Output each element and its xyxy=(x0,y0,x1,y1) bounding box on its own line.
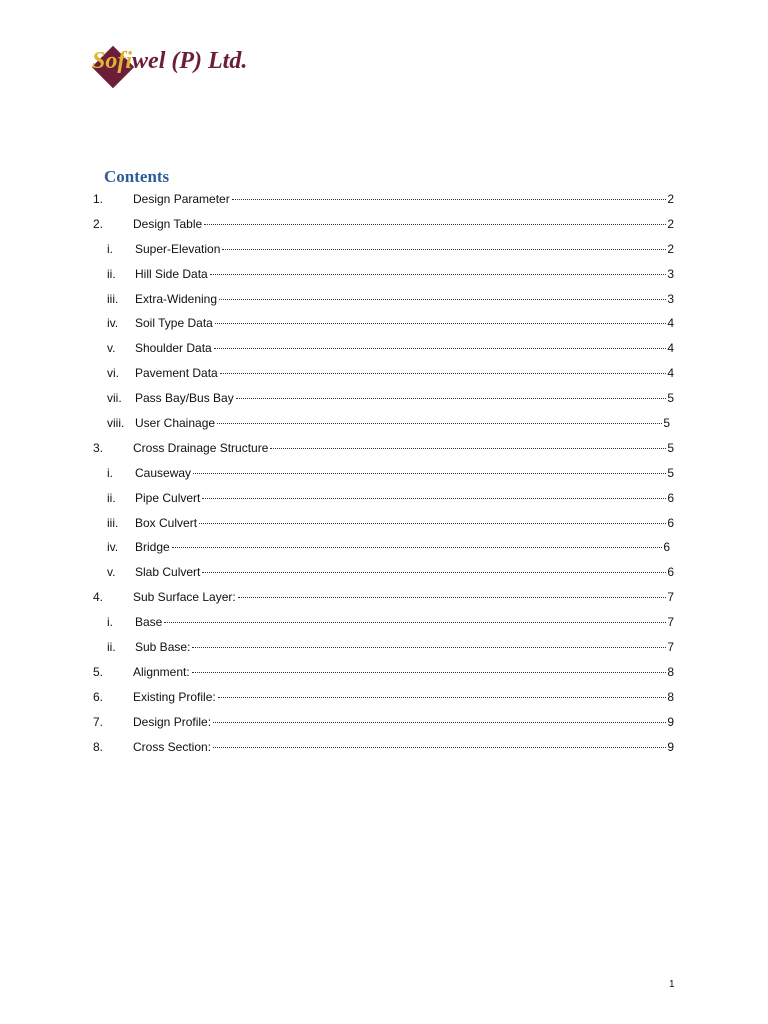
toc-entry-link[interactable] xyxy=(135,540,670,554)
toc-dot-leader xyxy=(192,647,666,648)
toc-entry-label: Design Table xyxy=(133,216,203,231)
toc-entry-label: Cross Section: xyxy=(133,739,212,754)
toc-entry-number: v. xyxy=(107,341,116,356)
toc-entry-label: Design Profile: xyxy=(133,714,212,729)
toc-entry-link[interactable] xyxy=(135,366,674,380)
toc-dot-leader xyxy=(219,299,666,300)
logo-text: Sofiwel (P) Ltd. xyxy=(92,48,248,74)
toc-entry-page: 2 xyxy=(667,192,674,206)
toc-entry-link[interactable] xyxy=(135,466,674,480)
toc-entry-page: 6 xyxy=(667,515,674,530)
toc-entry-label: Soil Type Data xyxy=(135,316,213,331)
toc-entry-link[interactable] xyxy=(135,640,674,654)
toc-entry-link[interactable] xyxy=(133,441,674,455)
toc-entry[interactable] xyxy=(0,411,768,436)
toc-entry[interactable] xyxy=(0,361,768,386)
toc-entry[interactable] xyxy=(0,386,768,411)
toc-entry-label: Extra-Widening xyxy=(135,291,218,306)
toc-dot-leader xyxy=(202,572,666,573)
toc-entry-label: Pipe Culvert xyxy=(135,490,201,505)
toc-entry-number: iv. xyxy=(107,316,119,331)
toc-entry-label: Box Culvert xyxy=(135,515,198,530)
toc-entry-link[interactable] xyxy=(133,590,674,604)
toc-entry[interactable] xyxy=(0,311,768,336)
toc-entry-number: 5. xyxy=(93,664,104,679)
toc-entry-label: Sub Surface Layer: xyxy=(133,590,236,605)
toc-dot-leader xyxy=(214,348,667,349)
toc-entry-link[interactable] xyxy=(135,316,674,330)
toc-entry-page: 8 xyxy=(667,689,674,704)
toc-dot-leader xyxy=(193,473,666,474)
toc-entry[interactable] xyxy=(0,560,768,585)
toc-entry-number: 4. xyxy=(93,590,104,605)
toc-entry[interactable] xyxy=(0,511,768,536)
toc-entry-number: 6. xyxy=(93,689,104,704)
toc-entry-label: Pass Bay/Bus Bay xyxy=(135,391,234,406)
toc-entry[interactable] xyxy=(0,585,768,610)
toc-entry-page: 2 xyxy=(667,216,674,231)
toc-entry-link[interactable] xyxy=(135,416,670,430)
contents-heading: Contents xyxy=(104,167,170,186)
toc-dot-leader xyxy=(213,722,666,723)
toc-entry-page: 9 xyxy=(667,739,674,754)
toc-entry-label: Design Parameter xyxy=(133,192,230,206)
toc-entry-link[interactable] xyxy=(133,740,674,754)
toc-entry[interactable] xyxy=(0,685,768,710)
toc-entry-page: 7 xyxy=(667,640,674,655)
toc-entry-link[interactable] xyxy=(135,516,674,530)
toc-entry[interactable] xyxy=(0,735,768,760)
toc-entry-link[interactable] xyxy=(135,292,674,306)
toc-entry-number: vii. xyxy=(107,391,122,406)
toc-entry-page: 2 xyxy=(667,241,674,256)
toc-entry-link[interactable] xyxy=(135,615,674,629)
toc-entry-link[interactable] xyxy=(135,565,674,579)
toc-entry-number: v. xyxy=(107,565,116,580)
toc-entry-label: Shoulder Data xyxy=(135,341,212,356)
toc-entry-label: User Chainage xyxy=(135,416,216,431)
toc-dot-leader xyxy=(222,249,666,250)
toc-entry-page: 4 xyxy=(667,316,674,331)
toc-entry[interactable] xyxy=(0,610,768,635)
toc-entry-label: Super-Elevation xyxy=(135,241,221,256)
toc-entry-link[interactable] xyxy=(133,690,674,704)
toc-entry[interactable] xyxy=(0,635,768,660)
toc-entry-label: Cross Drainage Structure xyxy=(133,440,269,455)
toc-entry[interactable] xyxy=(0,461,768,486)
toc-entry-number: ii. xyxy=(107,490,116,505)
toc-entry-page: 9 xyxy=(667,714,674,729)
toc-dot-leader xyxy=(217,423,662,424)
toc-entry-number: i. xyxy=(107,465,113,480)
toc-dot-leader xyxy=(215,323,666,324)
toc-dot-leader xyxy=(232,199,667,200)
toc-entry-page: 4 xyxy=(667,366,674,381)
page-number: 1 xyxy=(669,979,675,990)
toc-entry-page: 6 xyxy=(667,565,674,580)
toc-entry-link[interactable] xyxy=(133,665,674,679)
toc-entry-number: ii. xyxy=(107,266,116,281)
toc-entry-number: 8. xyxy=(93,739,104,754)
toc-entry-page: 5 xyxy=(667,440,674,455)
toc-entry-number: i. xyxy=(107,615,113,630)
toc-entry-number: 7. xyxy=(93,714,104,729)
toc-entry[interactable] xyxy=(0,436,768,461)
toc-entry[interactable] xyxy=(0,660,768,685)
toc-dot-leader xyxy=(236,398,667,399)
toc-entry-number: 3. xyxy=(93,440,104,455)
toc-entry-label: Pavement Data xyxy=(135,366,218,381)
toc-entry-number: iii. xyxy=(107,291,119,306)
toc-entry-label: Existing Profile: xyxy=(133,689,216,704)
toc-entry-number: i. xyxy=(107,241,113,256)
toc-entry-link[interactable] xyxy=(135,491,674,505)
toc-entry-label: Hill Side Data xyxy=(135,266,208,281)
toc-dot-leader xyxy=(172,547,663,548)
toc-dot-leader xyxy=(270,448,666,449)
toc-entry-link[interactable] xyxy=(133,715,674,729)
toc-entry-link[interactable] xyxy=(135,242,674,256)
toc-entry[interactable] xyxy=(0,710,768,735)
toc-dot-leader xyxy=(204,224,666,225)
toc-entry[interactable] xyxy=(0,336,768,361)
toc-entry-page: 3 xyxy=(667,291,674,306)
toc-entry-number: iii. xyxy=(107,515,119,530)
company-logo xyxy=(92,44,272,92)
table-of-contents xyxy=(0,187,768,759)
toc-entry-link[interactable] xyxy=(133,192,674,206)
toc-entry-label: Slab Culvert xyxy=(135,565,201,580)
toc-entry-label: Bridge xyxy=(135,540,170,555)
toc-entry[interactable] xyxy=(0,237,768,262)
toc-entry-link[interactable] xyxy=(135,267,674,281)
toc-entry-page: 6 xyxy=(663,540,670,555)
toc-entry-page: 3 xyxy=(667,266,674,281)
toc-entry-number: vi. xyxy=(107,366,119,381)
toc-entry[interactable] xyxy=(0,212,768,237)
toc-entry[interactable] xyxy=(0,187,768,212)
toc-dot-leader xyxy=(199,523,666,524)
toc-dot-leader xyxy=(220,373,667,374)
toc-dot-leader xyxy=(238,597,667,598)
toc-dot-leader xyxy=(210,274,667,275)
toc-entry-number: 1. xyxy=(93,192,104,206)
toc-entry-label: Sub Base: xyxy=(135,640,191,655)
toc-entry-page: 7 xyxy=(667,615,674,630)
toc-entry-page: 8 xyxy=(667,664,674,679)
toc-entry-link[interactable] xyxy=(135,341,674,355)
toc-entry-label: Base xyxy=(135,615,163,630)
toc-entry[interactable] xyxy=(0,287,768,312)
toc-entry-link[interactable] xyxy=(133,217,674,231)
toc-dot-leader xyxy=(192,672,667,673)
toc-entry[interactable] xyxy=(0,535,768,560)
toc-entry-number: 2. xyxy=(93,216,104,231)
toc-dot-leader xyxy=(202,498,666,499)
toc-entry-page: 6 xyxy=(667,490,674,505)
toc-entry-page: 5 xyxy=(667,465,674,480)
toc-entry-page: 7 xyxy=(667,590,674,605)
toc-entry-label: Causeway xyxy=(135,465,192,480)
toc-dot-leader xyxy=(213,747,666,748)
toc-entry-number: viii. xyxy=(107,416,125,431)
toc-entry-number: ii. xyxy=(107,640,116,655)
toc-entry-page: 5 xyxy=(663,416,670,431)
toc-entry-page: 5 xyxy=(667,391,674,406)
toc-entry-link[interactable] xyxy=(135,391,674,405)
toc-entry-page: 4 xyxy=(667,341,674,356)
toc-entry-label: Alignment: xyxy=(133,664,190,679)
toc-entry[interactable] xyxy=(0,262,768,287)
toc-dot-leader xyxy=(218,697,667,698)
toc-entry[interactable] xyxy=(0,486,768,511)
toc-dot-leader xyxy=(164,622,666,623)
toc-entry-number: iv. xyxy=(107,540,119,555)
